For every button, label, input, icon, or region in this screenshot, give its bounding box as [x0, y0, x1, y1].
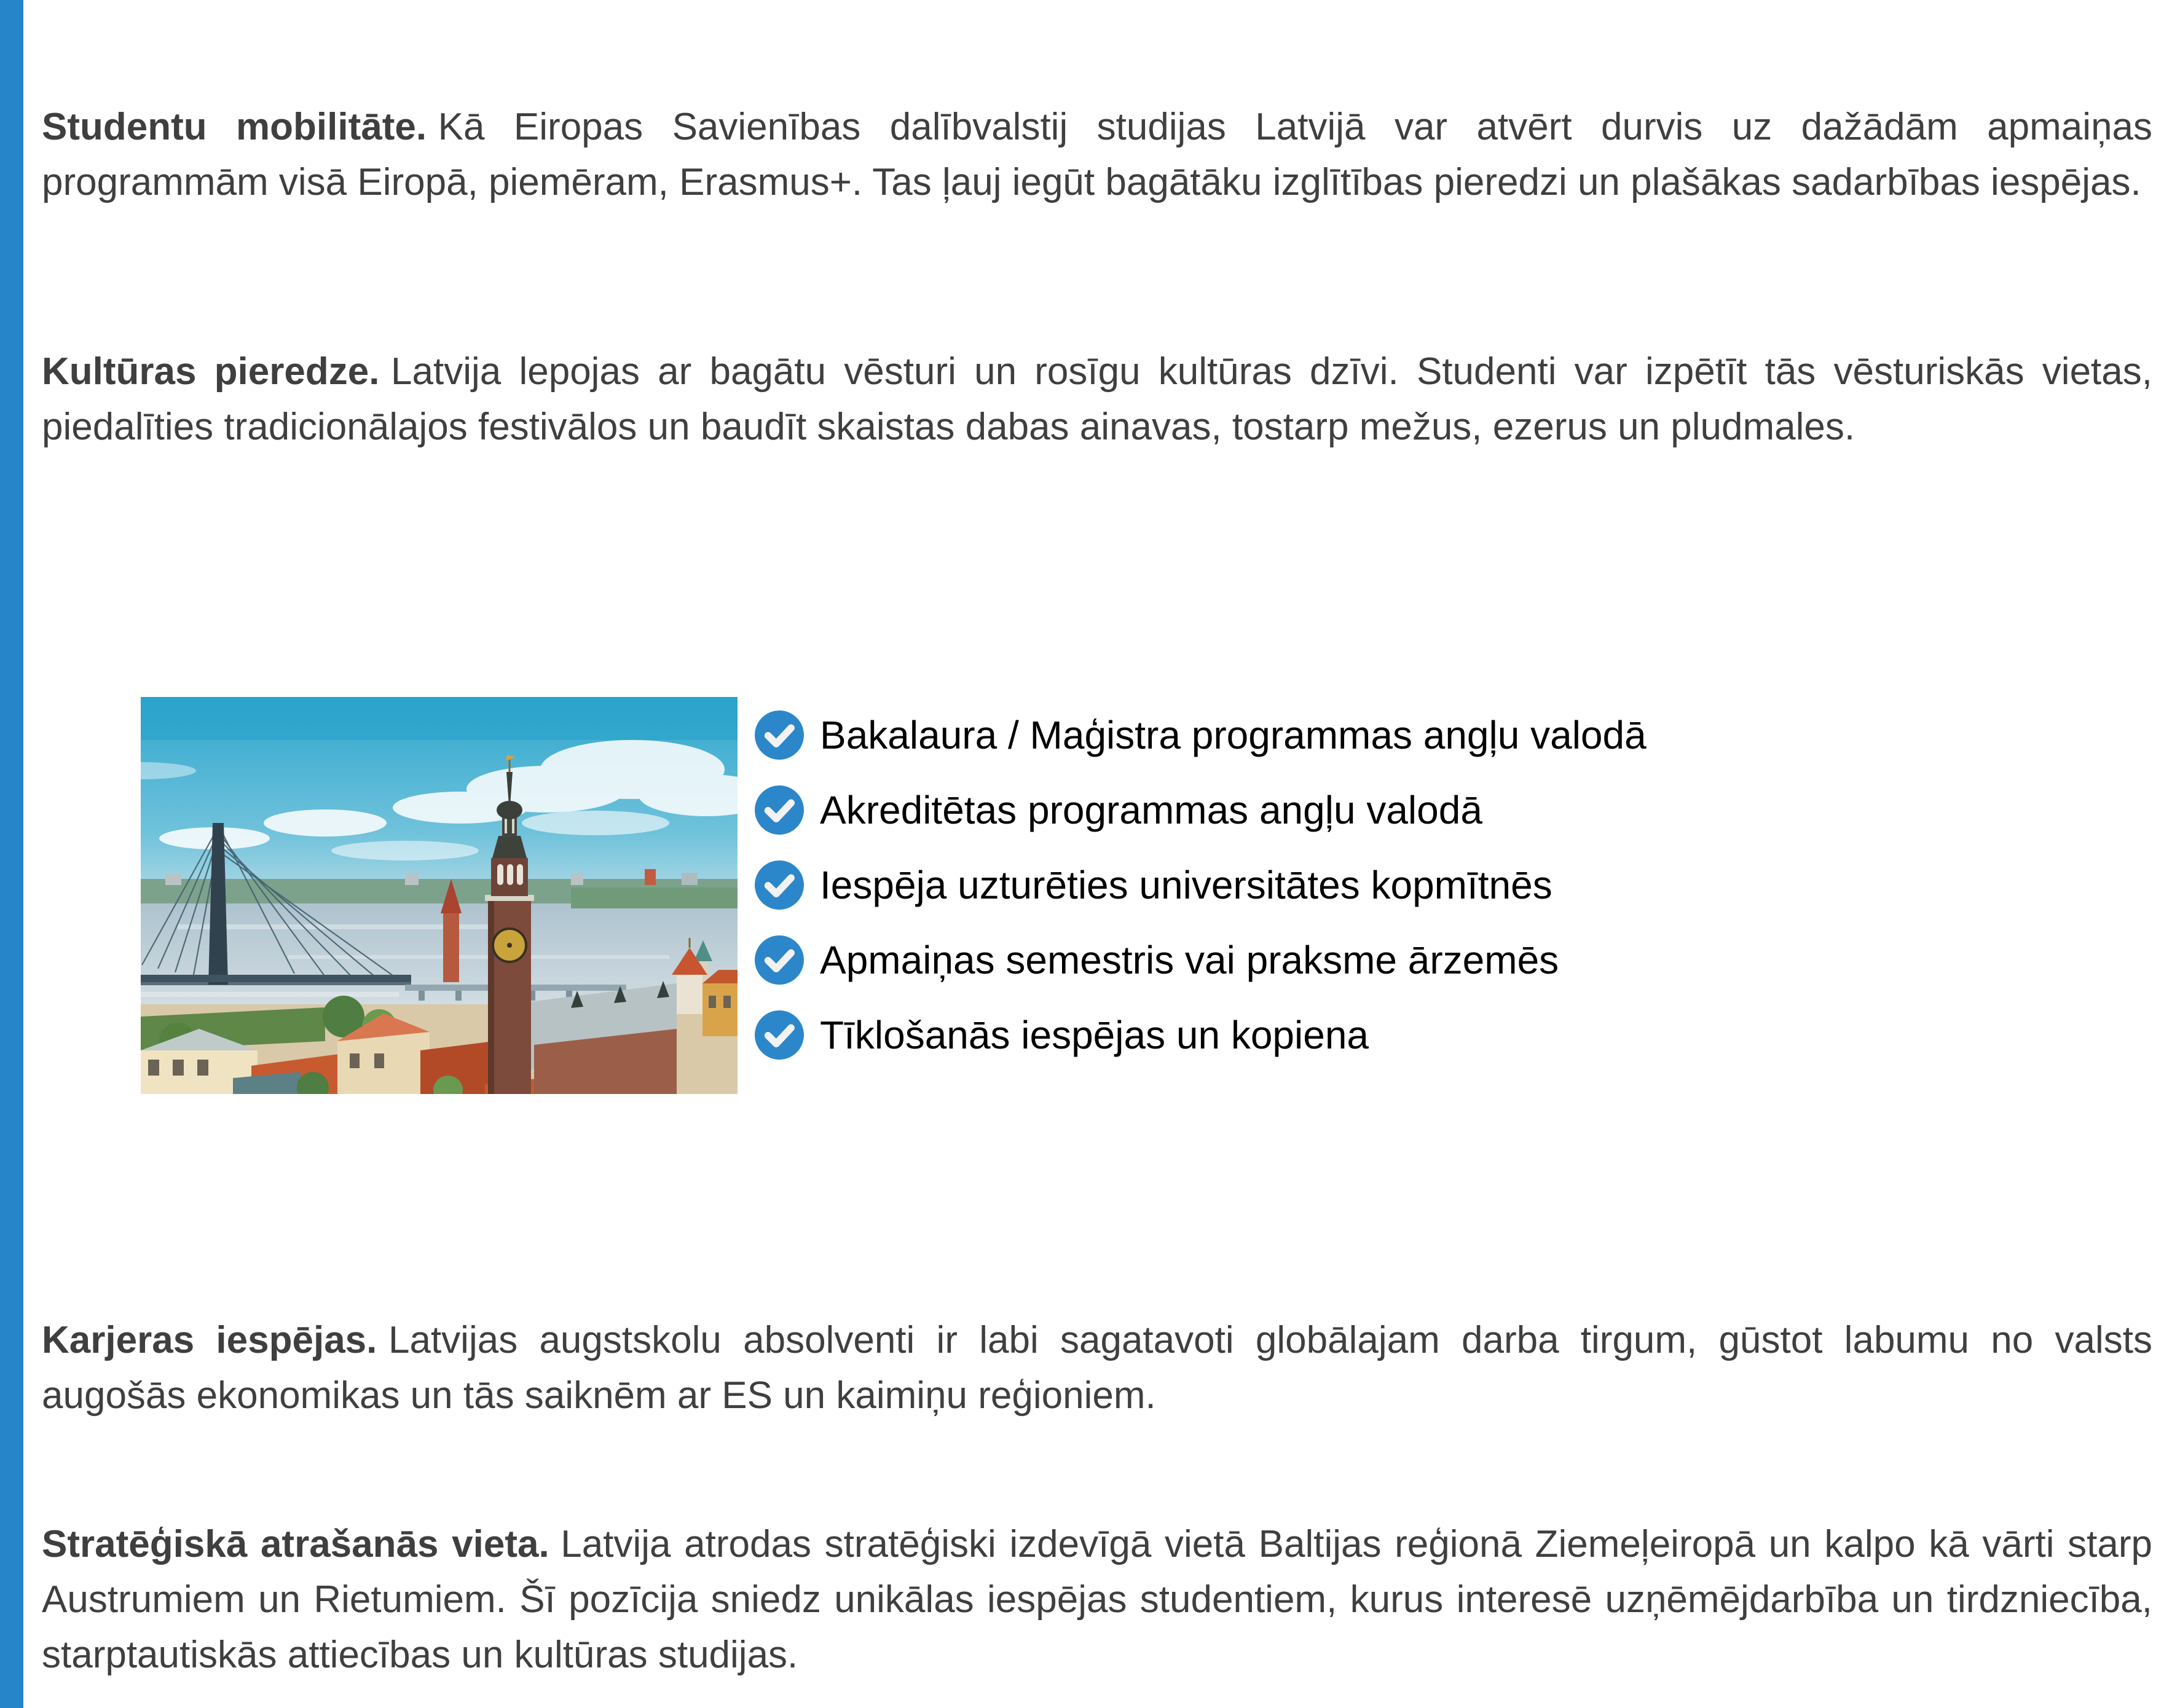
riga-cityscape-photo: [141, 697, 738, 1094]
checklist-item-label: Tīklošanās iespējas un kopiena: [820, 1013, 1369, 1057]
check-icon: [755, 860, 804, 910]
paragraph-career-opportunities: [42, 1313, 2152, 1423]
paragraph-body: Latvija lepojas ar bagātu vēsturi un rosīgu kultūras dzīvi. Studenti var izpētīt tās vēsturiskās vietas, piedalīties tradicionālajos festivālos un baudīt skaistas dabas ainavas, tostarp mežus, ezerus un pludmales.: [42, 350, 2152, 448]
paragraph-student-mobility: [42, 100, 2152, 210]
checklist-item-label: Bakalaura / Maģistra programmas angļu valodā: [820, 713, 1647, 757]
checklist-item: [755, 848, 2045, 923]
checklist-item: [755, 698, 2045, 773]
left-accent-bar: [0, 0, 23, 1708]
paragraph-body: Kā Eiropas Savienības dalībvalstij studijas Latvijā var atvērt durvis uz dažādām apmaiņas programmām visā Eiropā, piemēram, Erasmus+. Tas ļauj iegūt bagātāku izglītības pieredzi un plašākas sadarbības iespējas.: [42, 106, 2152, 203]
paragraph-lead: Stratēģiskā atrašanās vieta.: [42, 1523, 549, 1565]
paragraph-lead: Karjeras iespējas.: [42, 1319, 377, 1361]
check-icon: [755, 935, 804, 985]
checklist-item-label: Apmaiņas semestris vai praksme ārzemēs: [820, 938, 1559, 982]
paragraph-cultural-experience: [42, 344, 2152, 455]
paragraph-lead: Kultūras pieredze.: [42, 350, 380, 393]
checklist-item: [755, 998, 2045, 1072]
check-icon: [755, 710, 804, 760]
paragraph-body: Latvija atrodas stratēģiski izdevīgā vietā Baltijas reģionā Ziemeļeiropā un kalpo kā vārti starp Austrumiem un Rietumiem. Šī pozīcija sniedz unikālas iespējas studentiem, kurus interesē uzņēmējdarbība un tirdzniecība, starptautiskās attiecības un kultūras studijas.: [42, 1523, 2152, 1676]
checklist-item: [755, 923, 2045, 998]
benefits-checklist: [755, 698, 2045, 1072]
paragraph-body: Latvijas augstskolu absolventi ir labi sagatavoti globālajam darba tirgum, gūstot labumu no valsts augošās ekonomikas un tās saiknēm ar ES un kaimiņu reģioniem.: [42, 1319, 2152, 1417]
check-icon: [755, 1010, 804, 1060]
paragraph-lead: Studentu mobilitāte.: [42, 106, 427, 148]
checklist-item: [755, 773, 2045, 848]
check-icon: [755, 785, 804, 835]
paragraph-strategic-location: [42, 1517, 2152, 1683]
checklist-item-label: Akreditētas programmas angļu valodā: [820, 788, 1482, 832]
checklist-item-label: Iespēja uzturēties universitātes kopmītnēs: [820, 863, 1552, 907]
